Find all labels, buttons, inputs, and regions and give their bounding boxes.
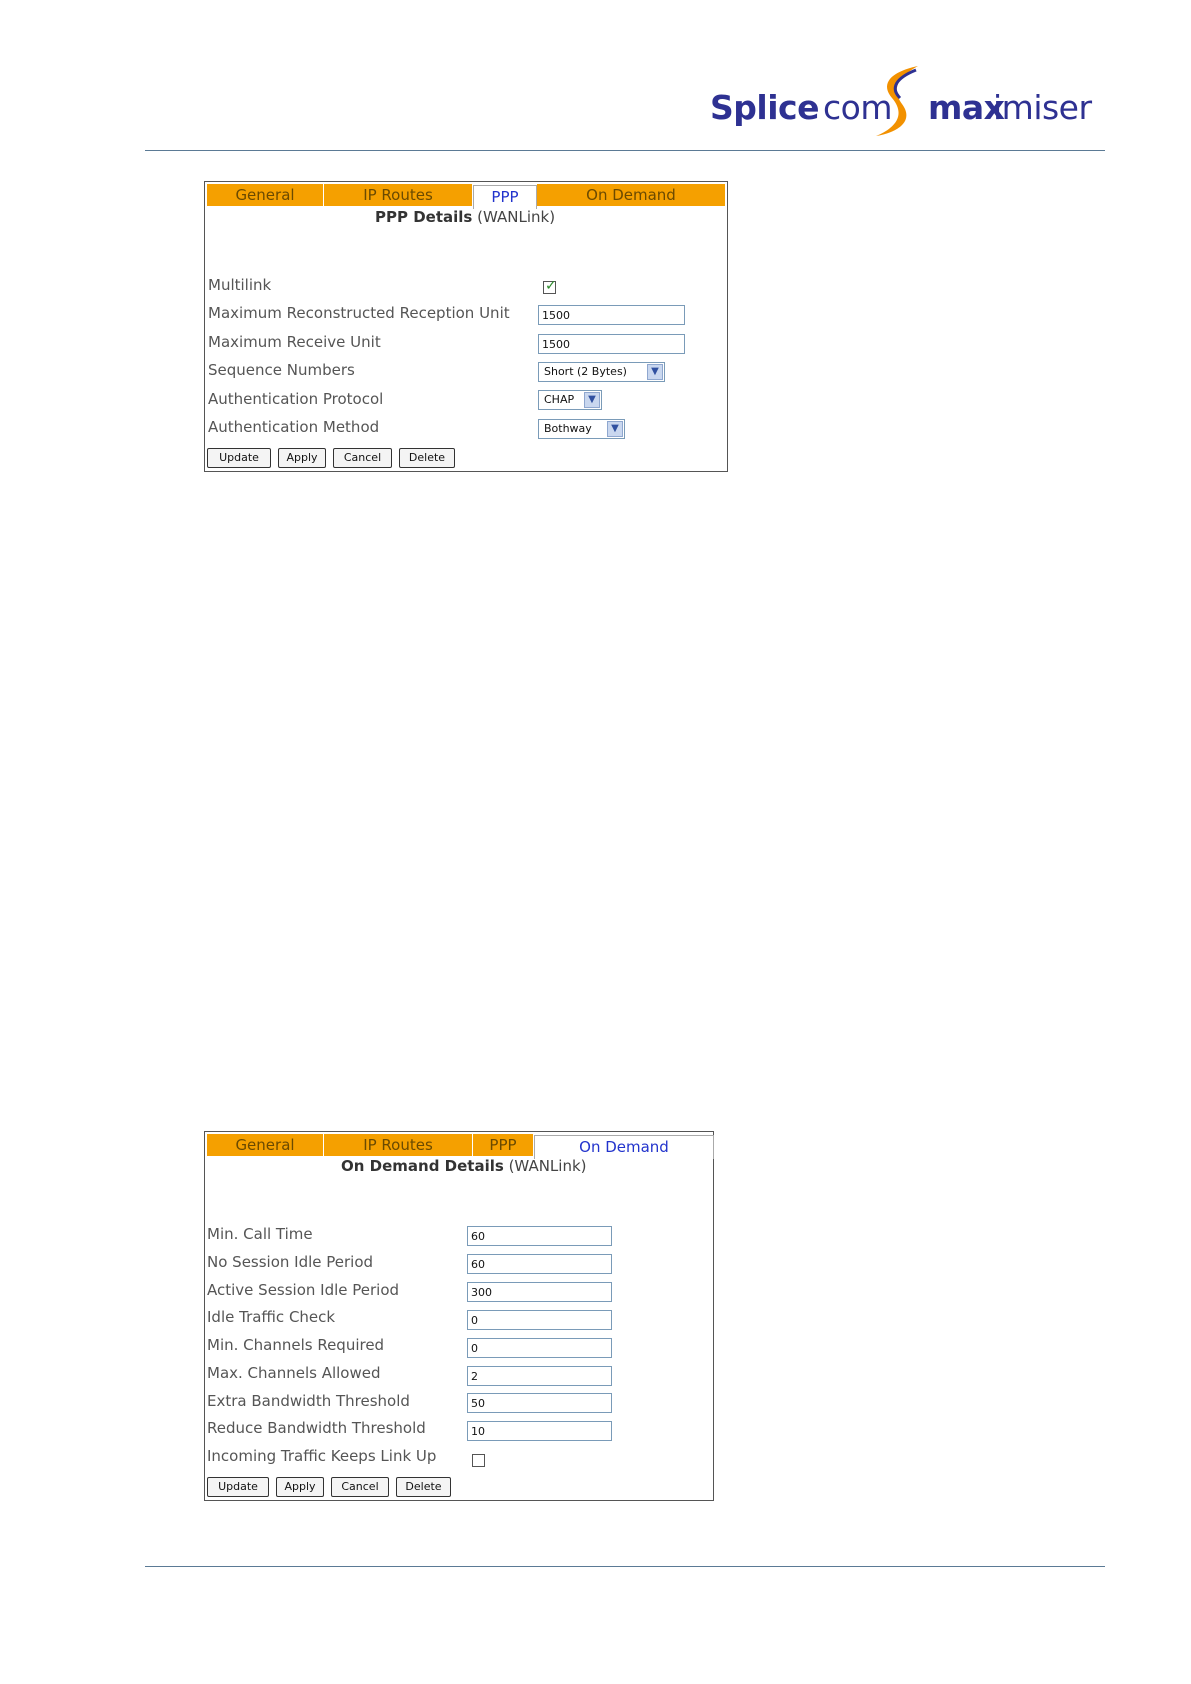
multilink-checkbox[interactable] [543,278,557,294]
reduce-bandwidth-threshold-input[interactable] [467,1421,612,1441]
tab-on-demand[interactable]: On Demand [537,184,726,206]
max-channels-allowed-input[interactable] [467,1366,612,1386]
auth-protocol-select[interactable] [538,390,602,410]
max-channels-allowed-label: Max. Channels Allowed [207,1364,381,1382]
incoming-traffic-checkbox[interactable] [472,1454,485,1467]
tab-ip-routes[interactable]: IP Routes [324,1134,473,1156]
cancel-button[interactable]: Cancel [333,448,392,468]
auth-method-label: Authentication Method [208,418,380,436]
min-call-time-label: Min. Call Time [207,1225,313,1243]
footer-rule [145,1566,1105,1567]
no-session-idle-period-label: No Session Idle Period [207,1253,374,1271]
min-call-time-input[interactable] [467,1226,612,1246]
logo-text-imiser: imiser [993,88,1092,127]
checkmark-icon: ✓ [545,278,557,294]
tab-ppp[interactable]: PPP [473,1134,534,1156]
panel-title [375,208,555,226]
tab-ppp[interactable]: PPP [473,185,537,209]
header-rule [145,150,1105,151]
active-session-idle-period-label: Active Session Idle Period [207,1281,400,1299]
reduce-bandwidth-threshold-label: Reduce Bandwidth Threshold [207,1419,426,1437]
min-channels-required-input[interactable] [467,1338,612,1358]
chevron-down-icon: ▼ [584,392,600,408]
auth-method-value: Bothway [544,422,592,435]
logo-text-com: com [823,88,892,127]
on-demand-details-panel [204,1131,714,1501]
apply-button[interactable]: Apply [278,448,326,468]
tab-general[interactable]: General [207,184,324,206]
mru-input[interactable] [538,334,685,354]
incoming-traffic-label: Incoming Traffic Keeps Link Up [207,1447,437,1465]
panel-title-context: (WANLink) [477,208,556,226]
sequence-numbers-label: Sequence Numbers [208,361,355,379]
panel-title-context: (WANLink) [508,1157,587,1175]
idle-traffic-check-label: Idle Traffic Check [207,1308,336,1326]
logo-text-splice: Splice [710,88,819,127]
panel-title [341,1157,587,1175]
update-button[interactable]: Update [207,448,271,468]
extra-bandwidth-threshold-label: Extra Bandwidth Threshold [207,1392,410,1410]
splicecom-maximiser-logo [710,62,1095,142]
update-button[interactable]: Update [207,1477,269,1497]
multilink-label: Multilink [208,276,272,294]
logo-text-max: max [928,88,1005,127]
chevron-down-icon: ▼ [647,364,663,380]
auth-protocol-label: Authentication Protocol [208,390,384,408]
tab-general[interactable]: General [207,1134,324,1156]
mru-label: Maximum Receive Unit [208,333,381,351]
tab-on-demand[interactable]: On Demand [534,1135,714,1159]
auth-protocol-value: CHAP [544,393,575,406]
cancel-button[interactable]: Cancel [331,1477,389,1497]
idle-traffic-check-input[interactable] [467,1310,612,1330]
sequence-numbers-value: Short (2 Bytes) [544,365,627,378]
delete-button[interactable]: Delete [396,1477,451,1497]
min-channels-required-label: Min. Channels Required [207,1336,385,1354]
mrru-label: Maximum Reconstructed Reception Unit [208,304,510,322]
delete-button[interactable]: Delete [399,448,455,468]
auth-method-select[interactable] [538,419,625,439]
tab-ip-routes[interactable]: IP Routes [324,184,473,206]
sequence-numbers-select[interactable] [538,362,665,382]
apply-button[interactable]: Apply [276,1477,324,1497]
mrru-input[interactable] [538,305,685,325]
extra-bandwidth-threshold-input[interactable] [467,1393,612,1413]
no-session-idle-period-input[interactable] [467,1254,612,1274]
ppp-details-panel [204,181,728,472]
panel-title-bold: PPP Details [375,208,473,226]
logo-swoosh-icon [870,62,930,140]
panel-title-bold: On Demand Details [341,1157,504,1175]
chevron-down-icon: ▼ [607,421,623,437]
active-session-idle-period-input[interactable] [467,1282,612,1302]
